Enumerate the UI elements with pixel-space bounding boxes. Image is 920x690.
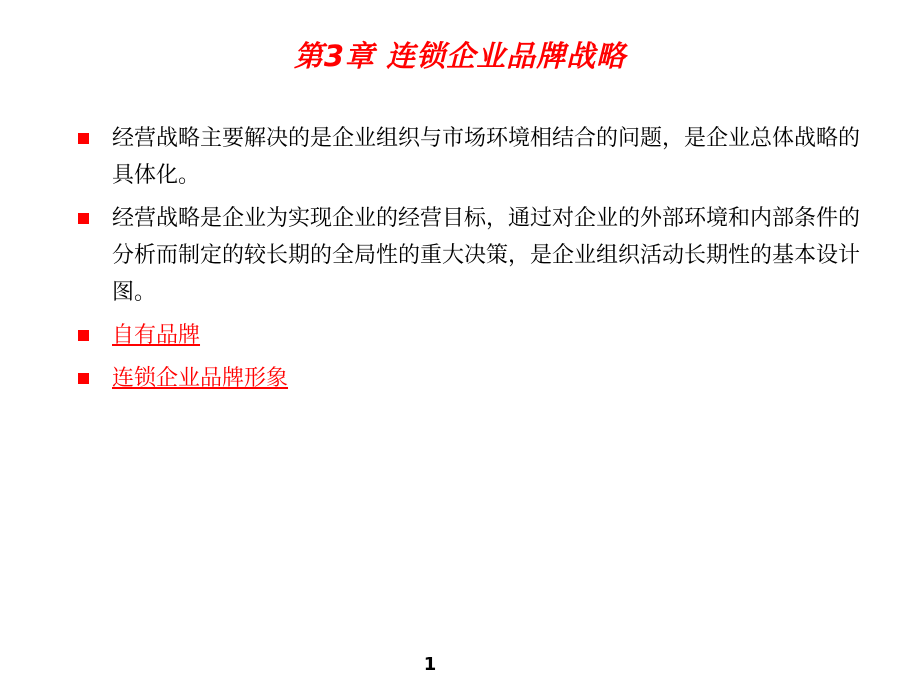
bullet-item	[78, 120, 868, 194]
square-bullet-icon	[78, 133, 89, 144]
bullet-list	[78, 120, 868, 403]
page-number: 1	[423, 654, 437, 675]
bullet-item	[78, 200, 868, 311]
square-bullet-icon	[78, 330, 89, 341]
square-bullet-icon	[78, 213, 89, 224]
slide-title: 第3章 连锁企业品牌战略	[293, 39, 627, 73]
bullet-item	[78, 317, 868, 354]
link-own-brand[interactable]: 自有品牌	[112, 323, 201, 348]
bullet-item	[78, 360, 868, 397]
square-bullet-icon	[78, 373, 89, 384]
bullet-text: 经营战略主要解决的是企业组织与市场环境相结合的问题，是企业总体战略的具体化。	[112, 126, 861, 188]
bullet-text: 经营战略是企业为实现企业的经营目标，通过对企业的外部环境和内部条件的分析而制定的较长期的全局性的重大决策，是企业组织活动长期性的基本设计图。	[112, 206, 861, 305]
link-chain-brand-image[interactable]: 连锁企业品牌形象	[112, 366, 289, 391]
